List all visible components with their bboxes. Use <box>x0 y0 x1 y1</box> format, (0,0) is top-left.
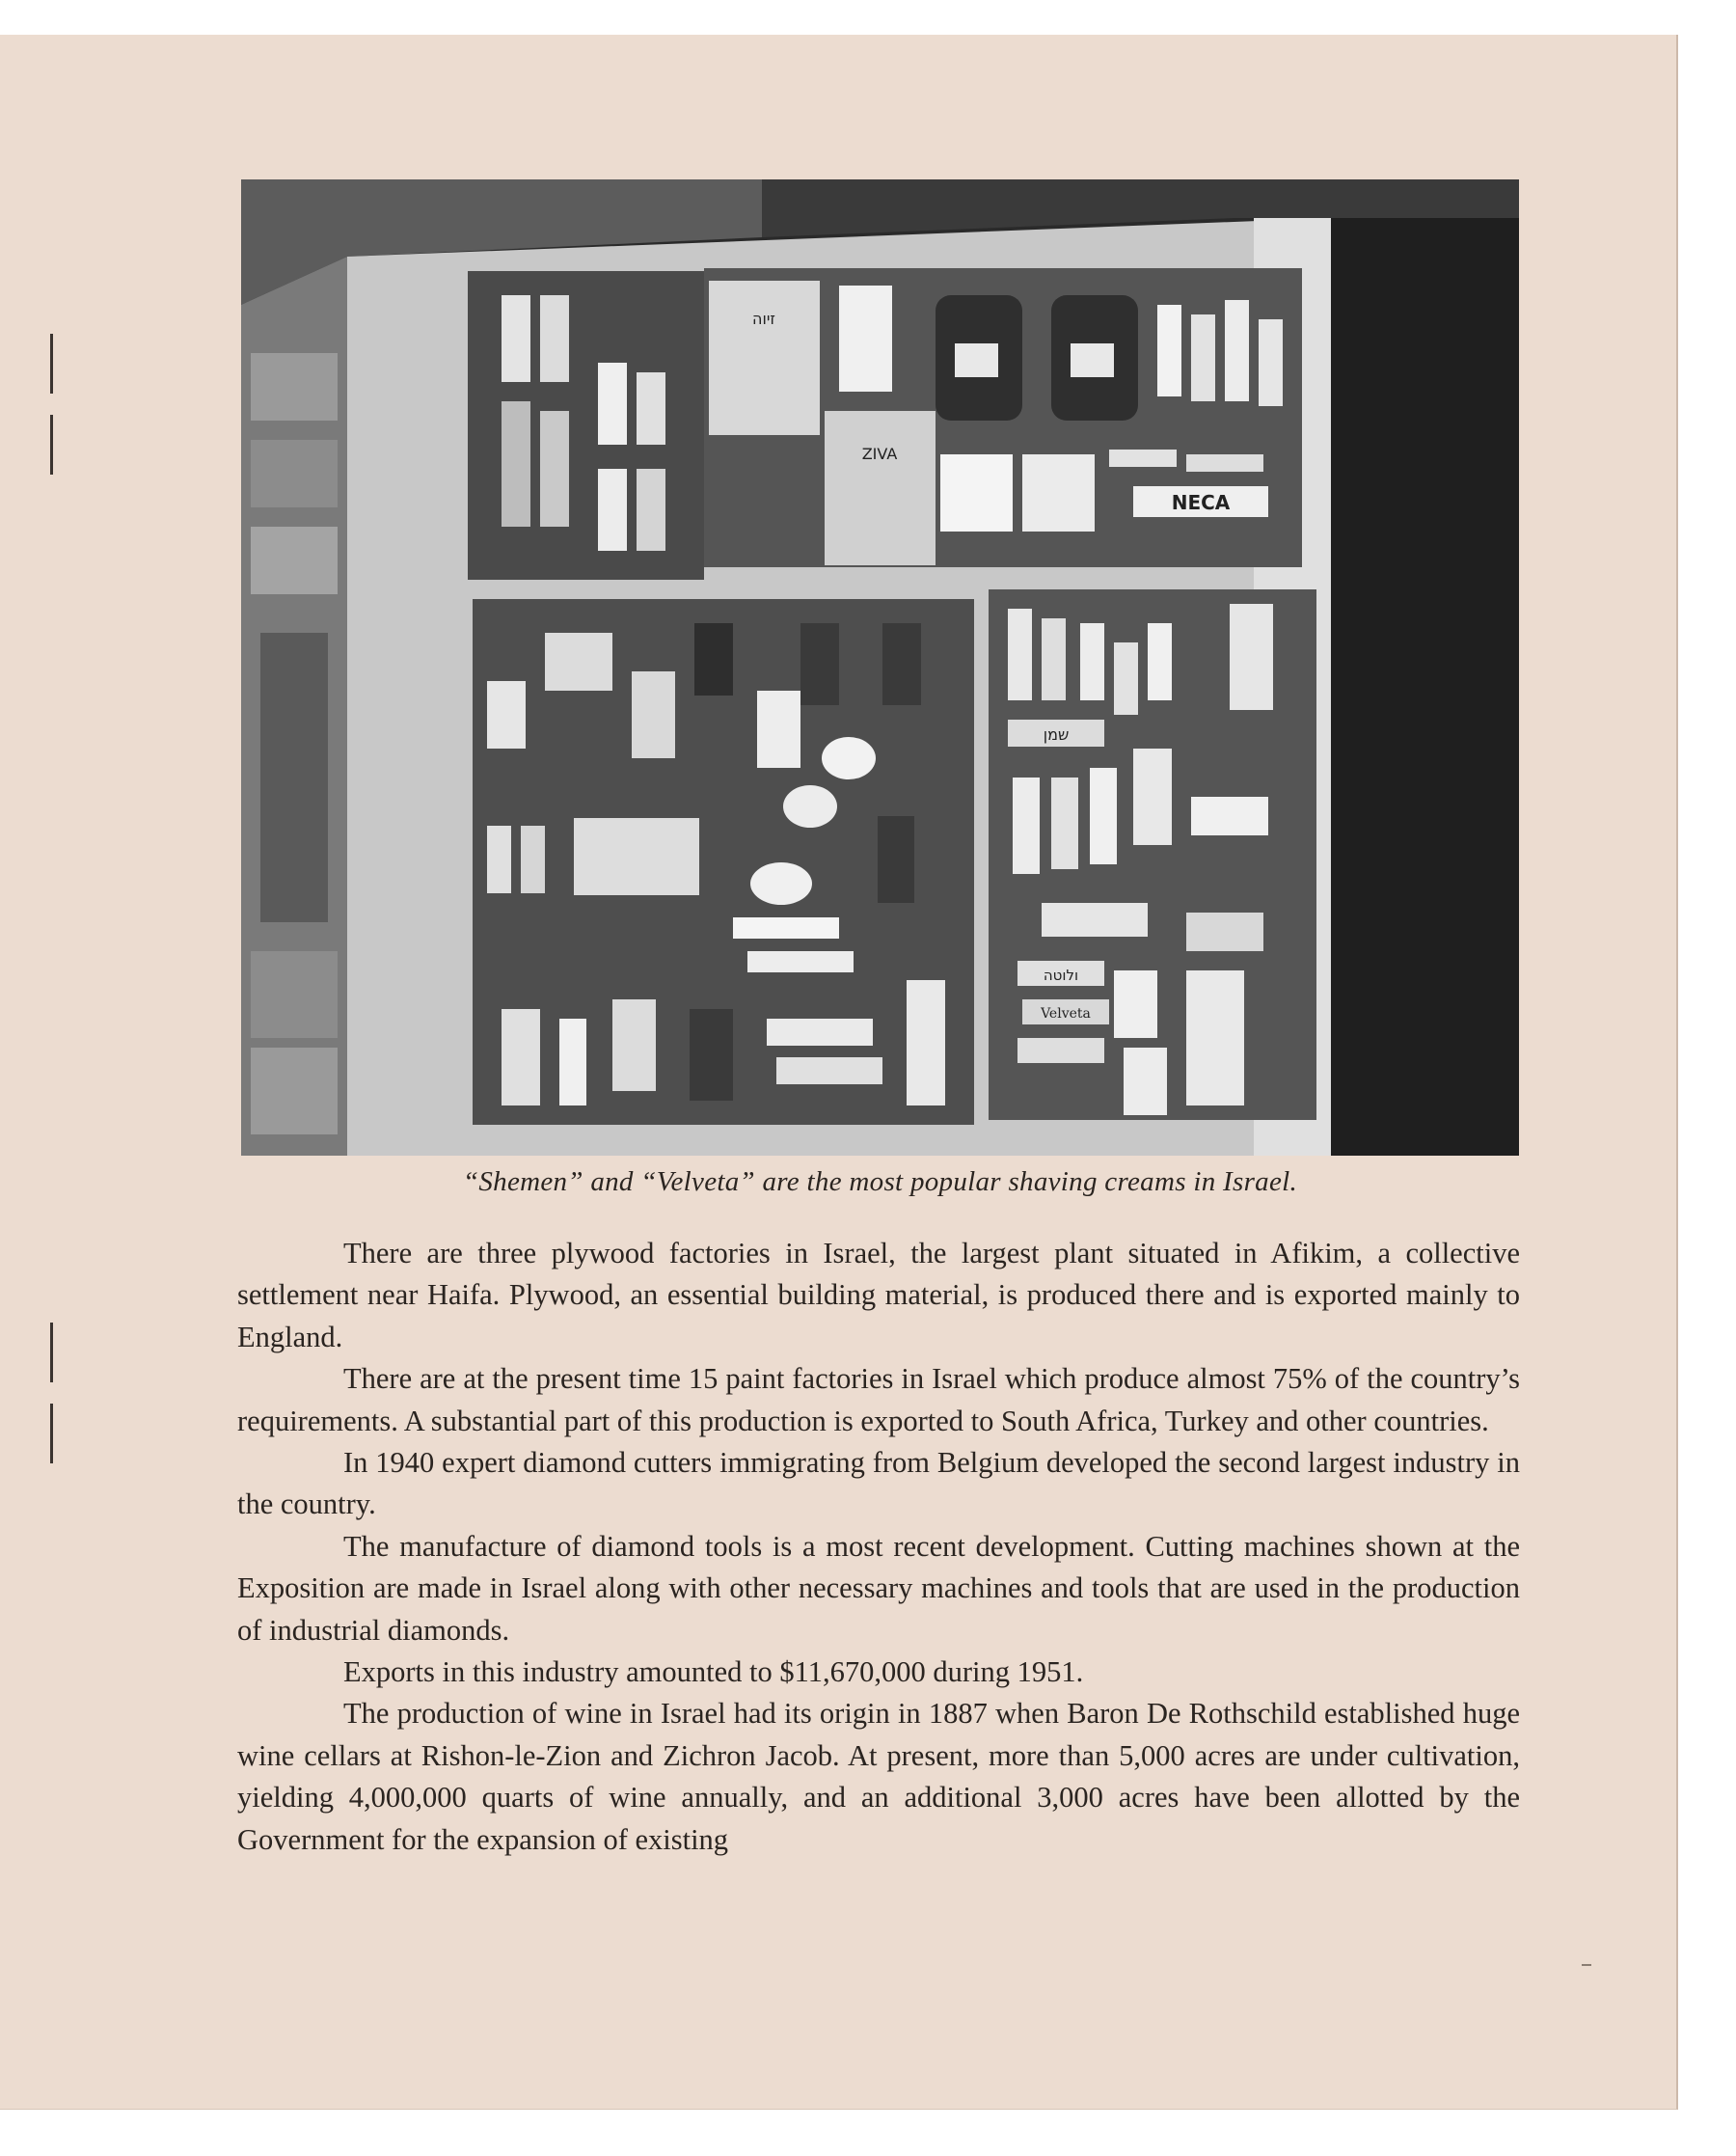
svg-text:שמן: שמן <box>1043 725 1070 744</box>
exhibit-photograph <box>241 179 1519 1156</box>
paragraph-diamond-tools: The manufacture of diamond tools is a most recent development. Cutting machines shown at the Exposition are made in Israel along with other necessary machines and tools that are used in the production of industrial diamonds. <box>237 1529 1520 1647</box>
staple-bottom <box>48 1323 56 1467</box>
svg-text:זיוה: זיוה <box>752 310 775 328</box>
paragraph-plywood: There are three plywood factories in Israel, the largest plant situated in Afikim, a collective settlement near Haifa. Plywood, an essential building material, is produced there and is exported mainly to England. <box>237 1237 1520 1353</box>
paragraph-exports: Exports in this industry amounted to $11,670,000 during 1951. <box>343 1655 1084 1689</box>
article-body <box>237 1233 1520 1861</box>
page-sheet <box>0 35 1678 2110</box>
svg-text:ZIVA: ZIVA <box>861 445 898 463</box>
paragraph-wine: The production of wine in Israel had its origin in 1887 when Baron De Rothschild established huge wine cellars at Rishon-le-Zion and Zichron Jacob. At present, more than 5,000 acres are under cultivation, yielding 4,000,000 quarts of wine annually, and an additional 3,000 acres have been allotted by the Government for the expansion of existing <box>237 1697 1520 1856</box>
photo-caption: “Shemen” and “Velveta” are the most popular shaving creams in Israel. <box>462 1166 1298 1197</box>
paragraph-paint: There are at the present time 15 paint factories in Israel which produce almost 75% of the country’s requirements. A substantial part of this production is exported to South Africa, Turkey and other countries. <box>237 1362 1520 1437</box>
svg-text:ולוטה: ולוטה <box>1043 967 1079 984</box>
paper-speck <box>1582 1964 1591 1966</box>
paragraph-diamond-cutters: In 1940 expert diamond cutters immigrating from Belgium developed the second largest industry in the country. <box>237 1446 1520 1521</box>
svg-text:Velveta: Velveta <box>1041 1006 1091 1022</box>
svg-text:NECA: NECA <box>1171 491 1231 514</box>
staple-top <box>48 334 56 478</box>
